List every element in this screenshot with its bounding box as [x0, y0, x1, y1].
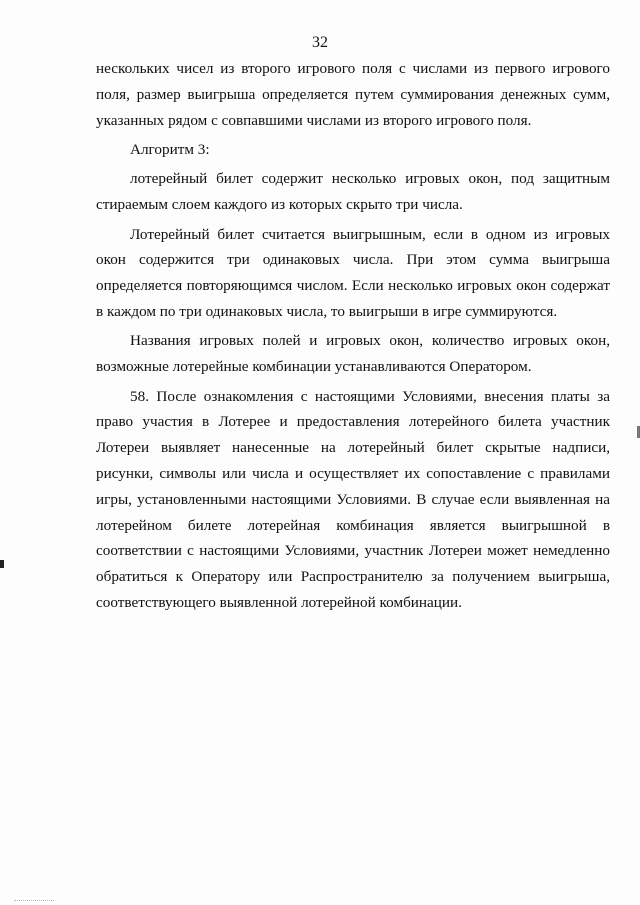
page-number: 32: [312, 34, 328, 51]
scan-edge-mark: [0, 560, 4, 568]
scan-bottom-speck: [14, 900, 54, 903]
paragraph-operator-settings: Названия игровых полей и игровых окон, количество игровых окон, возможные лотерейные комбинации устанавливаются Оператором.: [96, 332, 610, 376]
paragraph-ticket-description: лотерейный билет содержит несколько игровых окон, под защитным стираемым слоем каждого из которых скрыто три числа.: [96, 170, 610, 214]
document-body: [96, 56, 610, 619]
paragraph-winning-condition: Лотерейный билет считается выигрышным, если в одном из игровых окон содержится три одинаковых числа. При этом сумма выигрыша определяется повторяющимся числом. Если несколько игровых окон содержат в каждом по три одинаковых числа, то выигрыши в игре суммируются.: [96, 225, 610, 320]
paragraph-algorithm-3-heading: Алгоритм 3:: [130, 140, 210, 158]
paragraph-clause-58: 58. После ознакомления с настоящими Условиями, внесения платы за право участия в Лотерее и предоставления лотерейного билета участник Лотереи выявляет нанесенные на лотерейный билет скрытые надписи, рисунки, символы или числа и осуществляет их сопоставление с правилами игры, установленными настоящими Условиями. В случае если выявленная на лотерейном билете лотерейная комбинация является выигрышной в соответствии с настоящими Условиями, участник Лотереи может немедленно обратиться к Оператору или Распространителю за получением выигрыша, соответствующего выявленной лотерейной комбинации.: [96, 387, 610, 611]
paragraph-continuation: нескольких чисел из второго игрового поля с числами из первого игрового поля, размер выигрыша определяется путем суммирования денежных сумм, указанных рядом с совпавшими числами из второго игрового поля.: [96, 60, 610, 129]
